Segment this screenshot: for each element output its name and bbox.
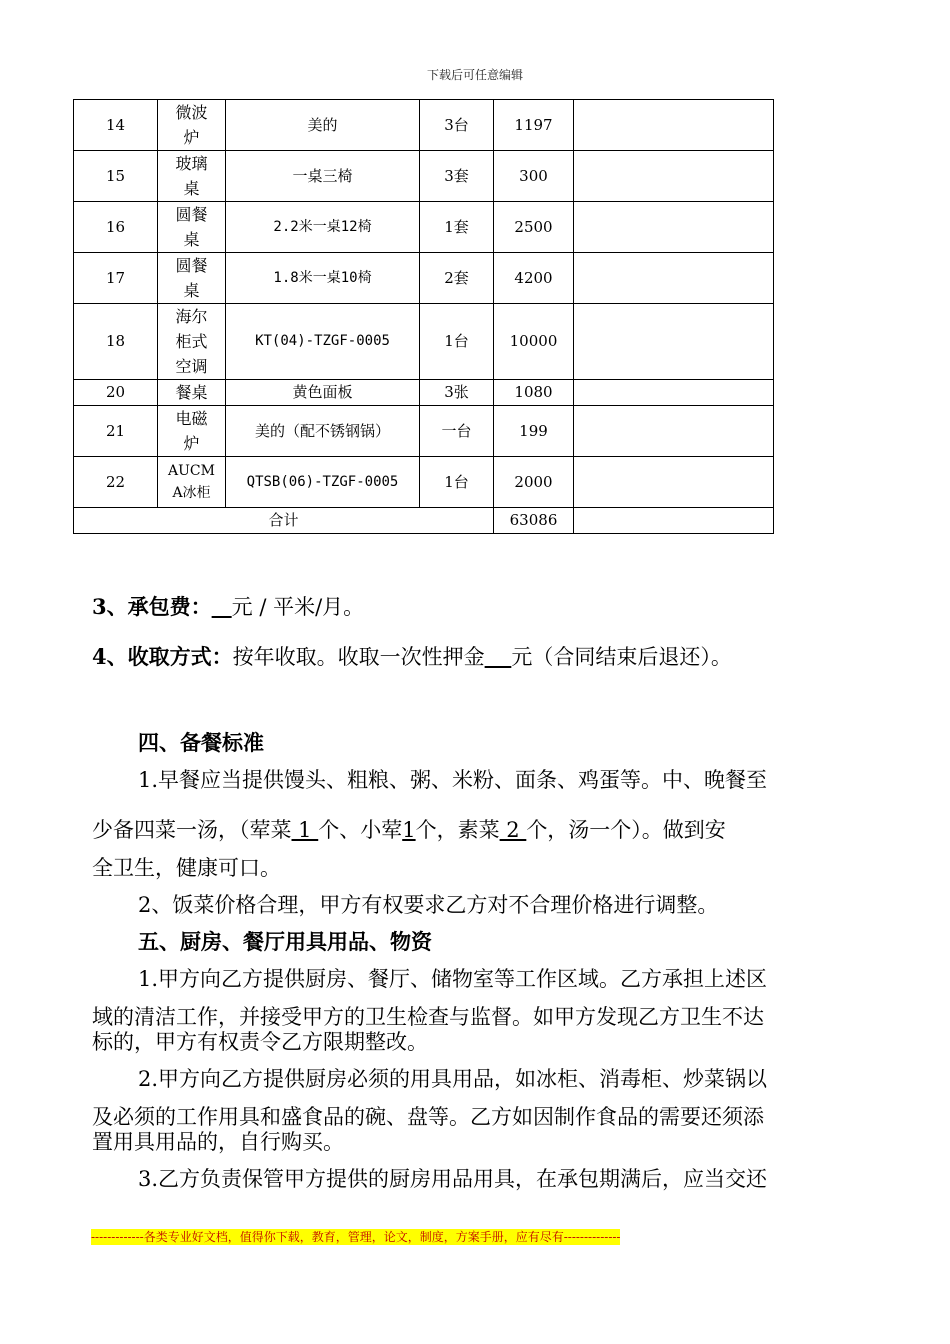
row-number: 21 — [74, 406, 158, 457]
table-row — [74, 100, 774, 151]
item-qty: 1台 — [420, 304, 494, 380]
item-spec: QTSB(06)-TZGF-0005 — [226, 457, 420, 508]
section5-p3-line1: 3.乙方负责保管甲方提供的厨房用品用具，在承包期满后，应当交还 — [138, 1167, 768, 1191]
section4-p1-line1: 1.早餐应当提供馒头、粗粮、粥、米粉、面条、鸡蛋等。中、晚餐至 — [138, 768, 768, 792]
item-qty: 3套 — [420, 151, 494, 202]
item-note — [574, 253, 774, 304]
item-note — [574, 380, 774, 406]
row-number: 14 — [74, 100, 158, 151]
table-row — [74, 151, 774, 202]
item-qty: 1套 — [420, 202, 494, 253]
item-amount: 199 — [494, 406, 574, 457]
item-note — [574, 457, 774, 508]
item-amount: 2500 — [494, 202, 574, 253]
section5-p1-line2: 域的清洁工作，并接受甲方的卫生检查与监督。如甲方发现乙方卫生不达 — [92, 1005, 764, 1029]
total-label: 合计 — [74, 508, 494, 534]
item-name: 玻璃桌 — [158, 151, 226, 202]
section5-p1-line1: 1.甲方向乙方提供厨房、餐厅、储物室等工作区域。乙方承担上述区 — [138, 967, 768, 991]
item-note — [574, 406, 774, 457]
item-spec: 美的 — [226, 100, 420, 151]
row-number: 17 — [74, 253, 158, 304]
item-amount: 4200 — [494, 253, 574, 304]
item-qty: 2套 — [420, 253, 494, 304]
section5-p2-line1: 2.甲方向乙方提供厨房必须的用具用品，如冰柜、消毒柜、炒菜锅以 — [138, 1067, 768, 1091]
item-qty: 3张 — [420, 380, 494, 406]
row-number: 22 — [74, 457, 158, 508]
fee-clause: 3、承包费： 元 / 平米/月。 — [92, 594, 365, 619]
table-row — [74, 253, 774, 304]
item-amount: 10000 — [494, 304, 574, 380]
section5-p2-line2: 及必须的工作用具和盛食品的碗、盘等。乙方如因制作食品的需要还须添 — [92, 1105, 764, 1129]
item-note — [574, 202, 774, 253]
header-note: 下载后可任意编辑 — [426, 68, 523, 82]
row-number: 18 — [74, 304, 158, 380]
item-spec: 2.2米一桌12椅 — [226, 202, 420, 253]
table-row — [74, 304, 774, 380]
item-spec: 美的（配不锈钢锅） — [226, 406, 420, 457]
table-row — [74, 406, 774, 457]
row-number: 16 — [74, 202, 158, 253]
section4-p2: 2、饭菜价格合理，甲方有权要求乙方对不合理价格进行调整。 — [138, 893, 719, 917]
item-name: 圆餐桌 — [158, 202, 226, 253]
section5-heading: 五、厨房、餐厅用具用品、物资 — [138, 929, 432, 954]
item-note — [574, 100, 774, 151]
section4-p1-line2: 少备四菜一汤，（荤菜 1 个、小荤1个，素菜 2 个，汤一个）。做到安 — [92, 818, 726, 842]
item-qty: 1台 — [420, 457, 494, 508]
payment-clause: 4、收取方式：按年收取。收取一次性押金 元（合同结束后退还）。 — [92, 644, 732, 669]
item-qty: 3台 — [420, 100, 494, 151]
item-name: 微波炉 — [158, 100, 226, 151]
item-name: 海尔柜式空调 — [158, 304, 226, 380]
table-row — [74, 202, 774, 253]
item-spec: 1.8米一桌10椅 — [226, 253, 420, 304]
item-amount: 2000 — [494, 457, 574, 508]
total-note — [574, 508, 774, 534]
item-amount: 1197 — [494, 100, 574, 151]
item-amount: 300 — [494, 151, 574, 202]
table-row — [74, 457, 774, 508]
total-amount: 63086 — [494, 508, 574, 534]
section5-p1-line3: 标的，甲方有权责令乙方限期整改。 — [92, 1030, 428, 1054]
section5-p2-line3: 置用具用品的，自行购买。 — [92, 1130, 344, 1154]
table-row — [74, 380, 774, 406]
item-spec: 黄色面板 — [226, 380, 420, 406]
item-note — [574, 151, 774, 202]
section4-p1-line3: 全卫生，健康可口。 — [92, 856, 281, 880]
equipment-table — [73, 99, 774, 534]
item-name: 电磁炉 — [158, 406, 226, 457]
item-spec: KT(04)-TZGF-0005 — [226, 304, 420, 380]
row-number: 20 — [74, 380, 158, 406]
section4-heading: 四、备餐标准 — [138, 730, 264, 755]
row-number: 15 — [74, 151, 158, 202]
footer-ad-banner: -------------各类专业好文档，值得你下载，教育，管理，论文，制度，方案手册，应有尽有-------------- — [91, 1230, 621, 1244]
item-name: 餐桌 — [158, 380, 226, 406]
item-name: AUCMA冰柜 — [158, 457, 226, 508]
item-amount: 1080 — [494, 380, 574, 406]
table-total-row — [74, 508, 774, 534]
item-spec: 一桌三椅 — [226, 151, 420, 202]
item-qty: 一台 — [420, 406, 494, 457]
item-note — [574, 304, 774, 380]
item-name: 圆餐桌 — [158, 253, 226, 304]
